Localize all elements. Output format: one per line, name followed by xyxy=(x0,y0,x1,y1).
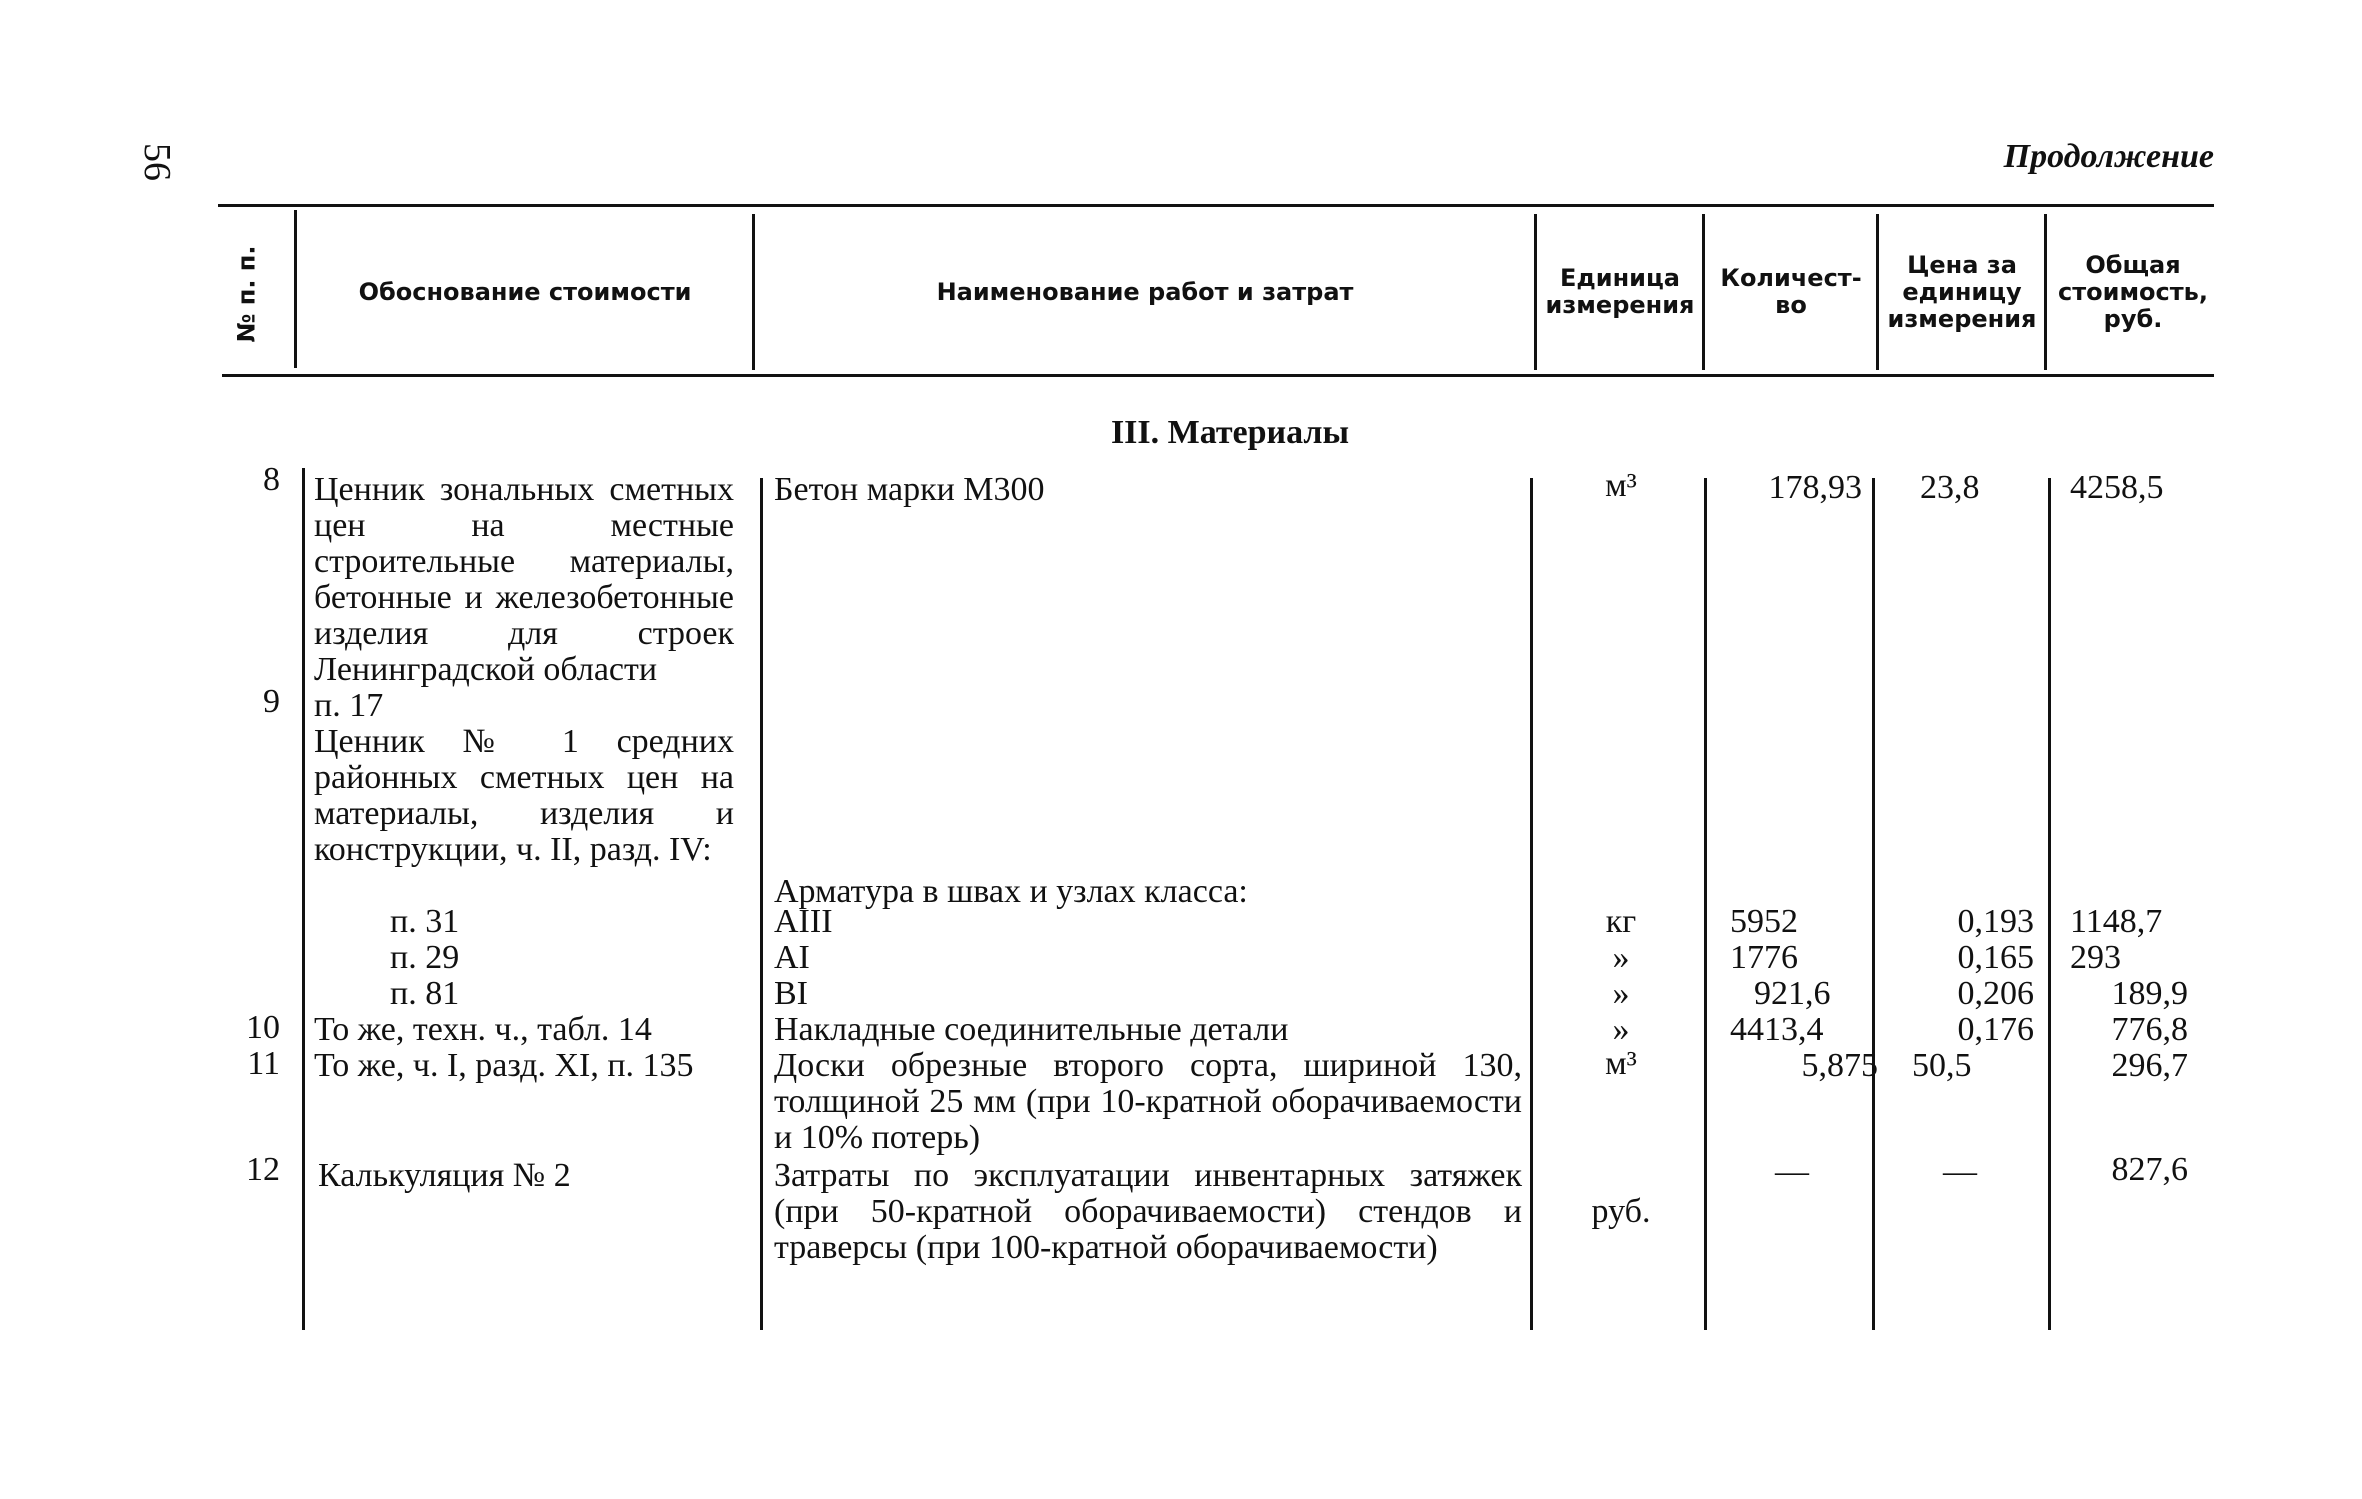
row-unit: руб. xyxy=(1591,1193,1651,1230)
row-qty: 5,875 xyxy=(1801,1047,1878,1084)
row-total: 293 xyxy=(2070,939,2121,976)
row-number: 10 xyxy=(246,1009,280,1046)
row-basis: Калькуляция № 2 xyxy=(318,1157,571,1194)
row-total: 4258,5 xyxy=(2070,469,2164,506)
row-qty: 5952 xyxy=(1730,903,1798,940)
body-divider xyxy=(1704,478,1707,1330)
row-unit: » xyxy=(1612,975,1630,1012)
row-unit: » xyxy=(1612,939,1630,976)
section-title: III. Материалы xyxy=(1110,414,1350,451)
row-basis: п. 31 xyxy=(390,903,460,940)
row-qty: 921,6 xyxy=(1754,975,1831,1012)
header-divider xyxy=(752,214,755,370)
row-unit: м³ xyxy=(1605,467,1637,504)
page-number: 56 xyxy=(136,143,178,181)
header-col-total: Общая стоимость, руб. xyxy=(2058,250,2208,333)
continuation-label: Продолжение xyxy=(2003,138,2214,175)
row-name: Арматура в швах и узлах класса: xyxy=(774,873,1248,910)
row-qty: 4413,4 xyxy=(1730,1011,1824,1048)
header-col-qty: Количест-во xyxy=(1720,264,1862,319)
body-divider xyxy=(2048,478,2051,1330)
row-number: 11 xyxy=(247,1045,280,1082)
row-price: 0,206 xyxy=(1957,975,2034,1012)
header-divider xyxy=(294,210,297,368)
row-basis: Ценник зональных сметных цен на местные строительные материалы, бетонные и железобетонные изделия для строек Ленинградской области xyxy=(314,471,734,688)
header-col-name: Наименование работ и затрат xyxy=(936,277,1354,306)
row-price: — xyxy=(1943,1153,1977,1190)
row-price: 23,8 xyxy=(1920,469,1980,506)
header-col-num: № п. п. xyxy=(232,245,261,343)
row-name: АIII xyxy=(774,903,833,940)
row-name: АI xyxy=(774,939,810,976)
header-divider xyxy=(1534,214,1537,370)
row-number: 9 xyxy=(263,683,280,720)
row-qty: — xyxy=(1775,1153,1809,1190)
row-name: Бетон марки М300 xyxy=(774,471,1045,508)
body-divider xyxy=(302,468,305,1330)
row-total: 296,7 xyxy=(2111,1047,2188,1084)
header-col-unit: Единица измерения xyxy=(1545,264,1695,319)
header-col-basis: Обоснование стоимости xyxy=(358,277,692,306)
row-name: ВI xyxy=(774,975,808,1012)
body-divider xyxy=(760,478,763,1330)
row-number: 12 xyxy=(246,1151,280,1188)
header-bottom-rule xyxy=(222,374,2214,377)
row-basis-line: п. 17 xyxy=(314,687,384,724)
row-basis: То же, ч. I, разд. XI, п. 135 xyxy=(314,1047,694,1084)
row-unit: кг xyxy=(1605,903,1637,940)
header-divider xyxy=(1702,214,1705,370)
header-top-rule xyxy=(218,204,2214,207)
row-basis: п. 81 xyxy=(390,975,460,1012)
row-number: 8 xyxy=(263,461,280,498)
row-price: 0,193 xyxy=(1957,903,2034,940)
row-qty: 178,93 xyxy=(1768,469,1862,506)
row-total: 189,9 xyxy=(2111,975,2188,1012)
header-col-price: Цена за единицу измерения xyxy=(1887,250,2037,333)
row-total: 1148,7 xyxy=(2070,903,2163,940)
row-qty: 1776 xyxy=(1730,939,1798,976)
row-price: 50,5 xyxy=(1912,1047,1972,1084)
body-divider xyxy=(1872,478,1875,1330)
body-divider xyxy=(1530,478,1533,1330)
row-name: Накладные соединительные детали xyxy=(774,1011,1289,1048)
row-price: 0,176 xyxy=(1957,1011,2034,1048)
row-price: 0,165 xyxy=(1957,939,2034,976)
row-basis: п. 29 xyxy=(390,939,460,976)
row-name: Затраты по эксплуатации инвентарных затяжек (при 50-кратной оборачиваемости) стендов и траверсы (при 100-кратной оборачиваемости) xyxy=(774,1157,1522,1266)
row-basis: То же, техн. ч., табл. 14 xyxy=(314,1011,652,1048)
row-unit: м³ xyxy=(1605,1045,1637,1082)
header-divider xyxy=(1876,214,1879,370)
row-name: Доски обрезные второго сорта, шириной 130, толщиной 25 мм (при 10-кратной оборачиваемости и 10% потерь) xyxy=(774,1047,1522,1156)
row-unit: » xyxy=(1612,1011,1630,1048)
row-basis: Ценник № 1 средних районных сметных цен на материалы, изделия и конструкции, ч. II, разд. IV: xyxy=(314,723,734,868)
header-divider xyxy=(2044,214,2047,370)
row-total: 776,8 xyxy=(2111,1011,2188,1048)
row-total: 827,6 xyxy=(2111,1151,2188,1188)
